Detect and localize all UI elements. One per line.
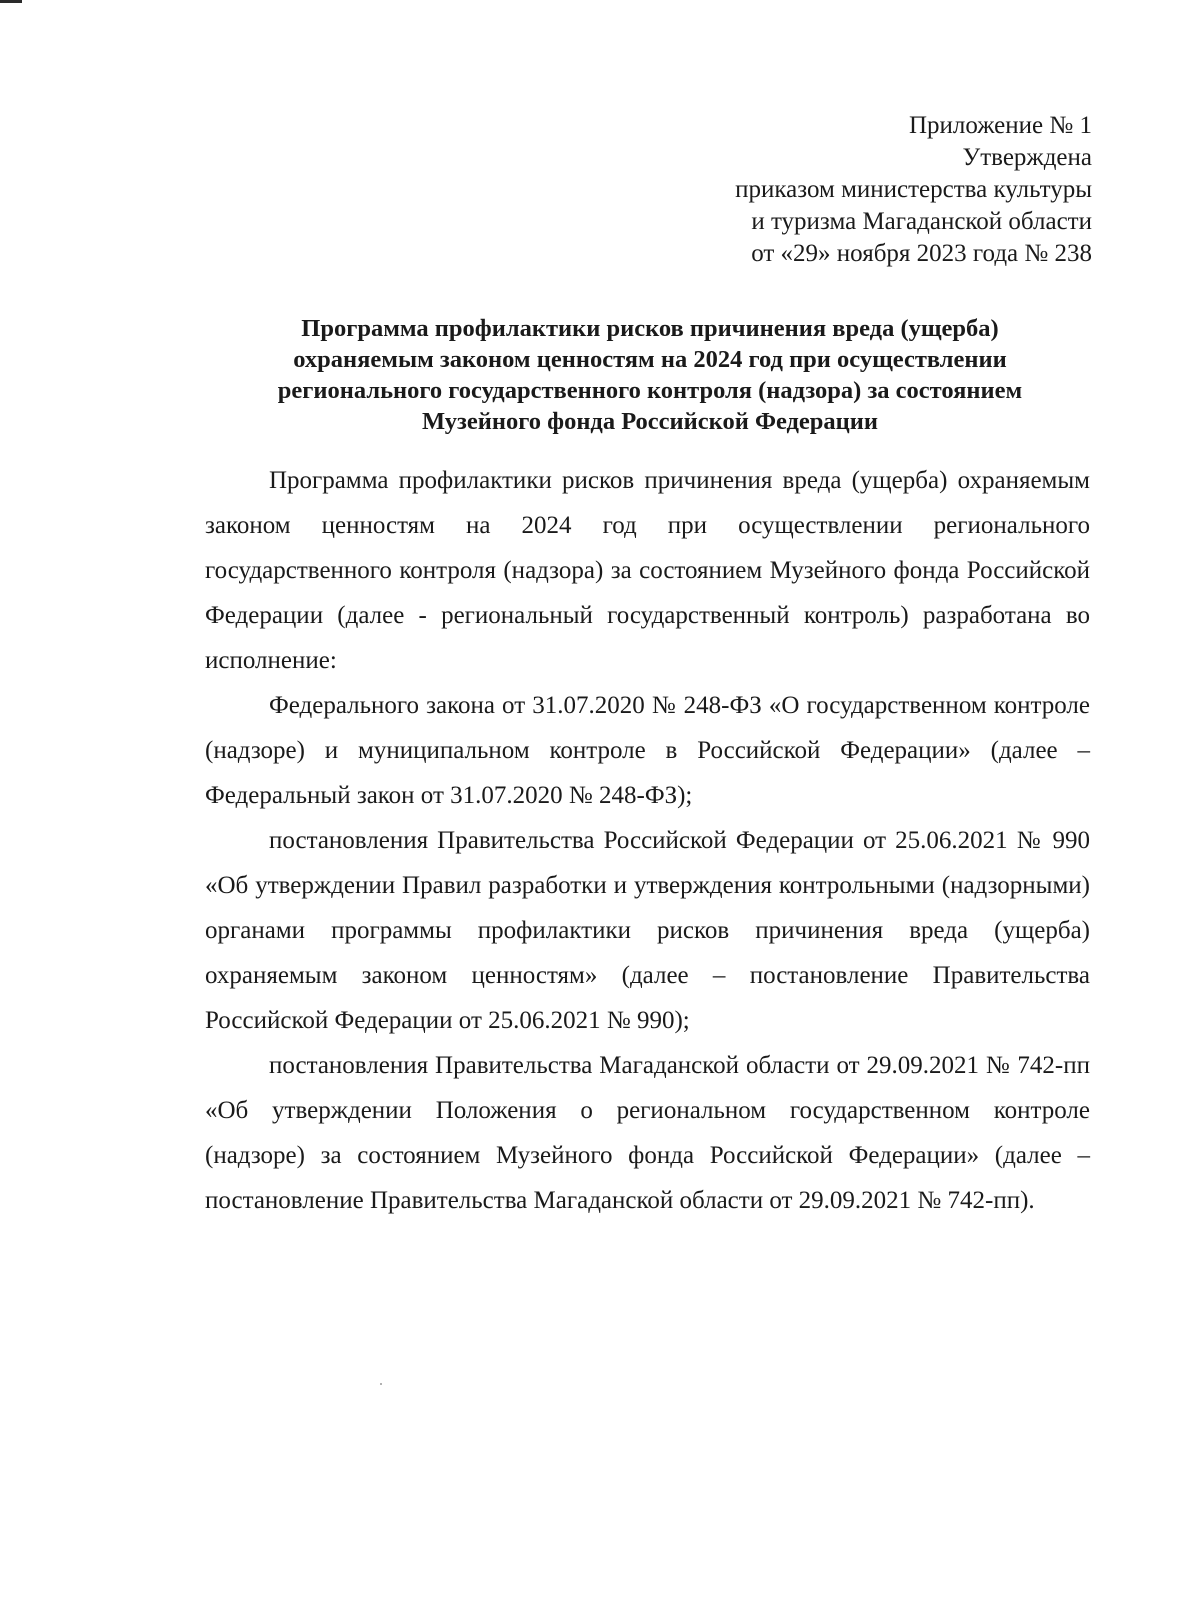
- approval-block: [572, 110, 1092, 270]
- title-line: Программа профилактики рисков причинения вреда (ущерба): [301, 315, 999, 342]
- body-paragraph-intro: Программа профилактики рисков причинения вреда (ущерба) охраняемым законом ценностям на 2024 год при осуществлении регионального государственного контроля (надзора) за состоянием Музейного фонда Российской Федерации (далее - региональный государственный контроль) разработана во исполнение:: [205, 467, 1090, 674]
- scan-edge-mark: [0, 0, 22, 3]
- body-paragraph-regional-decree: постановления Правительства Магаданской области от 29.09.2021 № 742-пп «Об утверждении Положения о региональном государственном контроле (надзоре) за состоянием Музейного фонда Российской Федерации» (далее – постановление Правительства Магаданской области от 29.09.2021 № 742-пп).: [205, 1052, 1090, 1214]
- title-line: регионального государственного контроля (надзора) за состоянием: [277, 377, 1023, 404]
- body-paragraph-federal-law: Федерального закона от 31.07.2020 № 248-ФЗ «О государственном контроле (надзоре) и муниципальном контроле в Российской Федерации» (далее – Федеральный закон от 31.07.2020 № 248-ФЗ);: [205, 692, 1090, 809]
- title-line: охраняемым законом ценностям на 2024 год при осуществлении: [293, 346, 1007, 373]
- title-line: Музейного фонда Российской Федерации: [421, 408, 879, 435]
- scan-speck: [380, 1383, 382, 1385]
- approval-line-appendix: Приложение № 1: [908, 112, 1092, 139]
- approval-line-order: приказом министерства культуры: [735, 176, 1092, 203]
- approval-line-ministry: и туризма Магаданской области: [751, 208, 1092, 235]
- approval-line-date: от «29» ноября 2023 года № 238: [751, 240, 1092, 267]
- document-title: [200, 313, 1100, 437]
- approval-line-approved: Утверждена: [962, 144, 1092, 171]
- document-body: [205, 458, 1090, 1223]
- body-paragraph-government-decree: постановления Правительства Российской Федерации от 25.06.2021 № 990 «Об утверждении Правил разработки и утверждения контрольными (надзорными) органами программы профилактики рисков причинения вреда (ущерба) охраняемым законом ценностям» (далее – постановление Правительства Российской Федерации от 25.06.2021 № 990);: [205, 827, 1090, 1034]
